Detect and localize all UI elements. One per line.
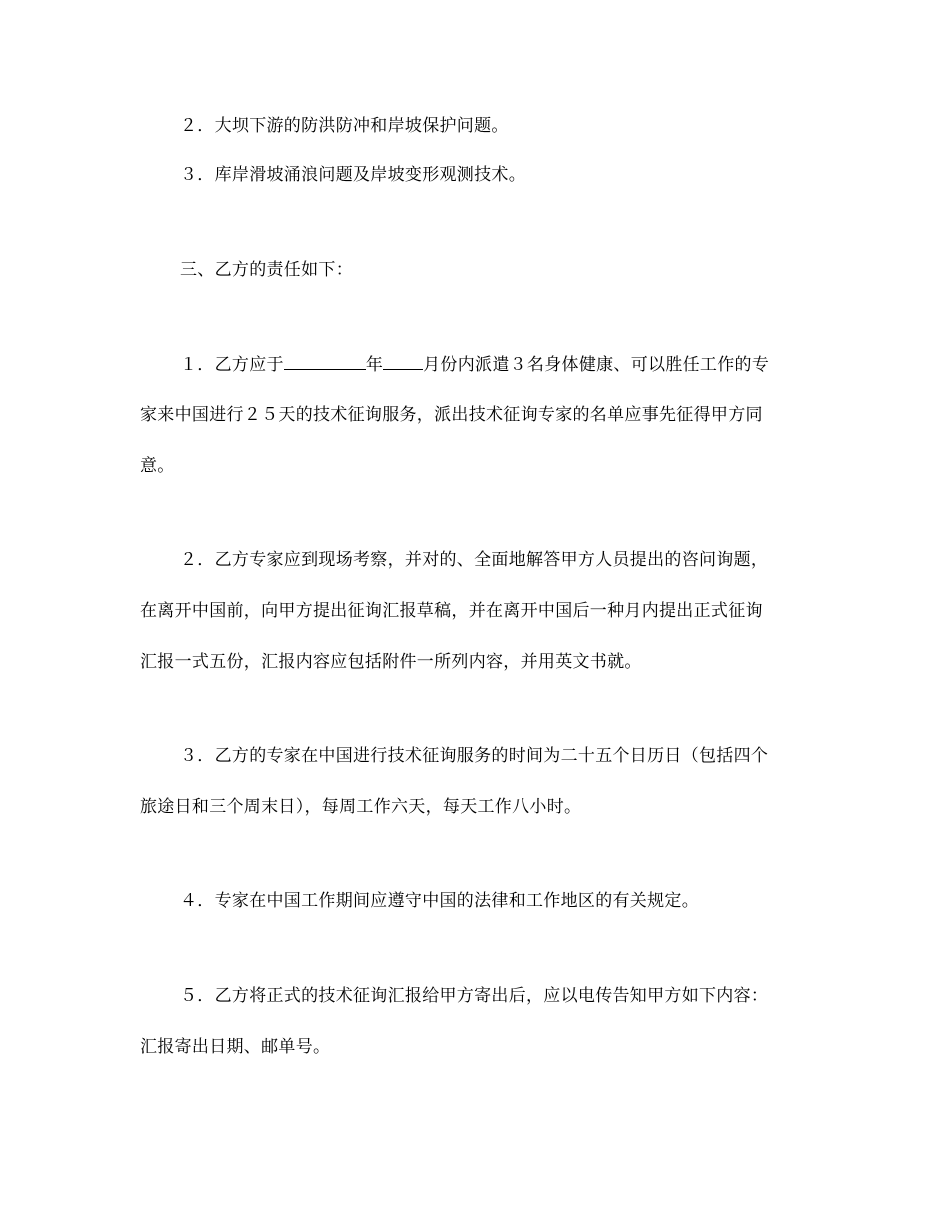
clause-5-line-2: 汇报寄出日期、邮单号。 xyxy=(140,1037,331,1057)
clause-1-line-1 xyxy=(180,352,769,377)
clause-1-line-3: 意。 xyxy=(140,456,175,476)
clause-1-rest: 月份内派遣３名身体健康、可以胜任工作的专 xyxy=(423,355,770,375)
list-item-2-dam-downstream: ２．大坝下游的防洪防冲和岸坡保护问题。 xyxy=(180,116,509,136)
month-blank xyxy=(383,352,423,370)
year-blank xyxy=(284,352,366,370)
clause-2-line-1: ２．乙方专家应到现场考察，并对的、全面地解答甲方人员提出的咨问询题， xyxy=(180,550,769,570)
clause-4-line-1: ４．专家在中国工作期间应遵守中国的法律和工作地区的有关规定。 xyxy=(180,891,699,911)
clause-1-prefix: １．乙方应于 xyxy=(180,355,284,375)
clause-3-line-1: ３．乙方的专家在中国进行技术征询服务的时间为二十五个日历日（包括四个 xyxy=(180,746,769,766)
clause-2-line-2: 在离开中国前，向甲方提出征询汇报草稿，并在离开中国后一种月内提出正式征询 xyxy=(140,601,763,621)
clause-1-line-2: 家来中国进行２５天的技术征询服务，派出技术征询专家的名单应事先征得甲方同 xyxy=(140,405,763,425)
year-label: 年 xyxy=(365,355,384,375)
section-heading-party-b-responsibilities: 三、乙方的责任如下： xyxy=(180,260,353,280)
clause-3-line-2: 旅途日和三个周末日），每周工作六天，每天工作八小时。 xyxy=(140,797,582,817)
clause-5-line-1: ５．乙方将正式的技术征询汇报给甲方寄出后，应以电传告知甲方如下内容： xyxy=(180,986,769,1006)
clause-2-line-3: 汇报一式五份，汇报内容应包括附件一所列内容，并用英文书就。 xyxy=(140,652,642,672)
list-item-3-reservoir-bank: ３．库岸滑坡涌浪问题及岸坡变形观测技术。 xyxy=(180,165,526,185)
